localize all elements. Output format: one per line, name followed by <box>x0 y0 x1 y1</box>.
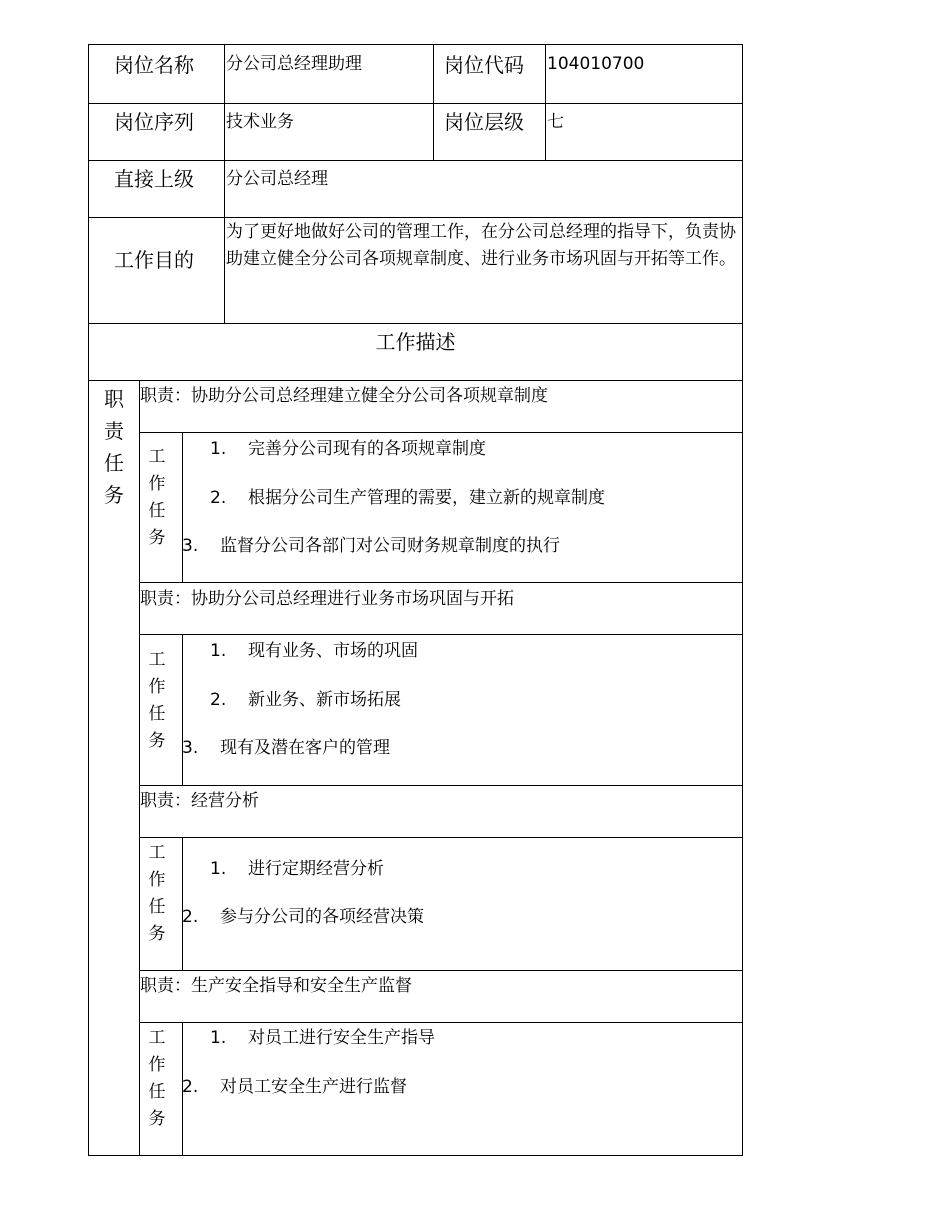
position-name-label: 岗位名称 <box>114 53 194 77</box>
task-label: 工 作 任 务 <box>148 650 166 751</box>
task-item: 2. 根据分公司生产管理的需要，建立新的规章制度 <box>210 488 605 508</box>
duties-label: 职 责 任 务 <box>104 387 124 507</box>
supervisor-label: 直接上级 <box>114 167 194 191</box>
task-label: 工 作 任 务 <box>148 1028 166 1129</box>
position-code-label: 岗位代码 <box>444 53 524 77</box>
position-series-label: 岗位序列 <box>114 110 194 134</box>
task-item: 3. 监督分公司各部门对公司财务规章制度的执行 <box>182 536 560 556</box>
position-level-value: 七 <box>547 112 564 132</box>
position-name-value: 分公司总经理助理 <box>226 54 362 74</box>
task-label: 工 作 任 务 <box>148 447 166 548</box>
task-item: 2. 参与分公司的各项经营决策 <box>182 907 424 927</box>
duty-title: 职责：协助分公司总经理进行业务市场巩固与开拓 <box>140 589 514 609</box>
task-item: 2. 新业务、新市场拓展 <box>210 690 401 710</box>
duty-title: 职责：经营分析 <box>140 791 259 811</box>
task-item: 1. 完善分公司现有的各项规章制度 <box>210 439 486 459</box>
task-label: 工 作 任 务 <box>148 843 166 944</box>
duty-title: 职责：协助分公司总经理建立健全分公司各项规章制度 <box>140 386 548 406</box>
task-item: 1. 进行定期经营分析 <box>210 859 384 879</box>
duty-title: 职责：生产安全指导和安全生产监督 <box>140 976 412 996</box>
task-item: 1. 对员工进行安全生产指导 <box>210 1028 435 1048</box>
position-code-value: 104010700 <box>547 54 645 74</box>
purpose-value: 为了更好地做好公司的管理工作，在分公司总经理的指导下，负责协助建立健全分公司各项规章制度、进行业务市场巩固与开拓等工作。 <box>226 222 736 269</box>
description-title: 工作描述 <box>375 330 456 354</box>
task-item: 1. 现有业务、市场的巩固 <box>210 641 418 661</box>
position-level-label: 岗位层级 <box>444 110 524 134</box>
task-item: 2. 对员工安全生产进行监督 <box>182 1077 407 1097</box>
purpose-label: 工作目的 <box>114 248 194 272</box>
supervisor-value: 分公司总经理 <box>226 169 328 189</box>
task-item: 3. 现有及潜在客户的管理 <box>182 738 390 758</box>
position-series-value: 技术业务 <box>226 112 294 132</box>
